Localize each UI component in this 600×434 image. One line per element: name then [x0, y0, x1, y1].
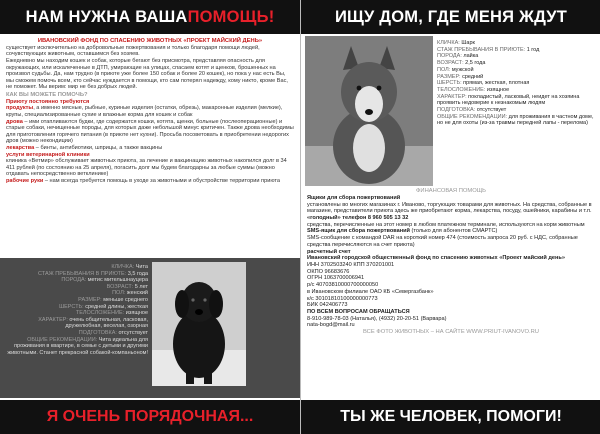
chita-row: РАЗМЕР: меньше среднего: [78, 296, 148, 303]
account-line: БИК 042406773: [307, 302, 348, 309]
need-vet-text: клиника «Ветмир» обслуживает животных приюта, за лечение и вакцинацию животных накопился долг в 34 411 рублей (по состоянию на 25 апреля), погасить долг мы будем благодарны за любые суммы (можно отдавать непосредственно ветклинике): [6, 158, 287, 178]
hotline: «голодный» телефон 8 960 505 13 32: [307, 215, 409, 222]
account-line: р/с 40703810000700000050: [307, 282, 379, 289]
account-line: ИНН 3702503240 КПП 370201001: [307, 261, 395, 268]
contacts-title: ПО ВСЕМ ВОПРОСАМ ОБРАЩАТЬСЯ: [307, 308, 410, 315]
shark-row: ПОЛ: мужской: [437, 66, 474, 73]
need-meds-label: лекарства: [6, 144, 35, 151]
right-header: [301, 0, 600, 34]
chita-photo: [152, 262, 246, 386]
right-panel: [300, 0, 600, 434]
shark-row: ПОРОДА: лайка: [437, 53, 479, 60]
help-heading: КАК ВЫ МОЖЕТЕ ПОМОЧЬ?: [6, 91, 88, 98]
contact-email[interactable]: nata-bogd@mail.ru: [307, 322, 355, 329]
contacts-text: 8-910-989-78-03 (Наталья), (4932) 20-20-51 (Варвара): [307, 315, 447, 322]
need-hands-label: рабочие руки: [6, 177, 44, 184]
dog-card-chita: [0, 258, 300, 398]
hotline-text: средства, перечисленные на этот номер в любом платежном терминале, используются на корм животным: [307, 221, 585, 228]
need-products: [6, 105, 294, 118]
sms-title-note: (только для абонентов СМАРТС): [410, 228, 498, 235]
black-dog-icon: [152, 262, 246, 386]
shark-row: ПОДГОТОВКА: отсутствует: [437, 107, 507, 114]
left-footer-text: Я ОЧЕНЬ ПОРЯДОЧНАЯ...: [46, 408, 254, 425]
foundation-title: ИВАНОВСКИЙ ФОНД ПО СПАСЕНИЮ ЖИВОТНЫХ «ПРОЕКТ МАЙСКИЙ ДЕНЬ»: [37, 38, 263, 44]
chita-info: [6, 264, 148, 356]
need-wood-text: – ими отапливаются будки, где содержатся кошки, котята, щенки, больные (послеоперационные) и старые собаки, нечищенные породы, для которых даже небольшой минус критичен. Также дрова необходимы для приготовления горячего питания (в приюте нет кухни). Просьба посоветовать в приобретении недорогих дров (можно некондиции): [6, 118, 294, 145]
shark-row: ШЕРСТЬ: прямая, жесткая, плотная: [437, 80, 530, 87]
shark-row: ВОЗРАСТ: 2,5 года: [437, 60, 486, 67]
chita-row: ПОЛ: женский: [112, 290, 148, 297]
right-footer-text: ТЫ ЖЕ ЧЕЛОВЕК, ПОМОГИ!: [340, 408, 562, 425]
need-wood-label: дрова: [6, 118, 23, 125]
account-line: Ивановский городской общественный фонд по спасению животных «Проект майский день»: [307, 255, 565, 262]
left-header-title: НАМ НУЖНА ВАША: [25, 7, 188, 26]
right-header-title: ИЩУ ДОМ, ГДЕ МЕНЯ ЖДУТ: [334, 7, 568, 26]
shark-row: ТЕЛОСЛОЖЕНИЕ: изящное: [437, 86, 510, 93]
account-line: ОКПО 96683676: [307, 268, 350, 275]
intro-text: существует исключительно на добровольные пожертвования и только благодаря помощи людей, сочувствующих животным, оставшимся без хозяев.: [6, 44, 260, 58]
intro-text-2: Ежедневно мы находим кошек и собак, которые бегают без присмотра, представляя опасность для окружающих, или искалеченные в ДТП, умирающие на улицах, спасаем котят и щенков, брошенных на произвол судьбы. Да, нам трудно (в приюте уже более 150 собак и более 20 кошек), но пока у нас есть Вы, мы сможем помочь всем, кто сейчас нуждается в помощи, кто сам потерял надежду, кому никто, кроме Вас, не поможет. Мы верим: мир не без добрых людей.: [6, 58, 288, 91]
shelter-needs: Приюту постоянно требуются: [6, 98, 90, 105]
account-line: в Ивановском филиале ОАО КБ «Севергазбанк»: [307, 288, 434, 295]
chita-row: ХАРАКТЕР: очень общительная, ласковая, дружелюбная, веселая, озорная: [38, 316, 148, 330]
need-hands: [6, 178, 294, 185]
chita-row: ОБЩИЕ РЕКОМЕНДАЦИИ: Чита идеальна для проживания в квартире, в семье с детьми и другими животными. Станет прекрасной собакой-компаньоном!: [7, 336, 148, 356]
sms-text: SMS-сообщение с командой DAR на короткий номер 474 (стоимость запроса 20 руб. с НДС, собранные средства перечисляются на счет приюта): [307, 235, 578, 248]
shark-row: СТАЖ ПРЕБЫВАНИЯ В ПРИЮТЕ: 1 год: [437, 46, 540, 53]
chita-row: ТЕЛОСЛОЖЕНИЕ: изящное: [75, 310, 148, 317]
shark-info: [437, 40, 597, 127]
finance-heading: ФИНАНСОВАЯ ПОМОЩЬ: [416, 188, 486, 194]
husky-dog-icon: [305, 36, 433, 186]
shark-row: ХАРАКТЕР: покладистый, ласковый, неидет на хозяина проявить недоверие к незнакомым людям: [437, 93, 580, 107]
chita-row: ПОРОДА: метис мительшнауцера: [61, 277, 148, 284]
account-title: расчетный счет: [307, 248, 351, 255]
left-header: [0, 0, 300, 34]
account-line: к/с 30101810100000000773: [307, 295, 378, 302]
left-footer: [0, 400, 300, 434]
left-intro-block: [6, 38, 294, 185]
chita-row: СТАЖ ПРЕБЫВАНИЯ В ПРИЮТЕ: 3,5 года: [38, 270, 148, 277]
need-products-text: , а именно мясные, рыбные, куриные изделия (остатки, обрезь), макаронные изделия (мелкие), крупы, специализированные сухие и влажные корма для кошек и собак: [6, 105, 283, 118]
need-hands-text: – нам всегда требуется помощь в уходе за животными и обустройстве территории приюта: [43, 177, 281, 184]
left-header-accent: ПОМОЩЬ!: [187, 7, 275, 26]
sms-title: SMS-ящик для сбора пожертвований: [307, 228, 410, 235]
shark-row: РАЗМЕР: средний: [437, 73, 484, 80]
chita-row: ПОДГОТОВКА: отсутствует: [78, 329, 148, 336]
shark-photo: [305, 36, 433, 186]
site-line[interactable]: ВСЕ ФОТО ЖИВОТНЫХ – НА САЙТЕ WWW.PRIUT-IVANOVO.RU: [363, 329, 539, 336]
need-meds: [6, 145, 294, 152]
chita-row: ШЕРСТЬ: средней длины, жесткая: [59, 303, 148, 310]
boxes-text: установлены во многих магазинах г. Иваново, торгующих товарами для животных. На средства, собранные в магазине, представители приюта здесь же приобретают корма, лекарства, посуду, ошейники, карабины и т.п.: [307, 201, 592, 215]
shark-row: ОБЩИЕ РЕКОМЕНДАЦИИ: для проживания в частном доме, но не для охоты (из-за травмы передней лапы - перелома): [437, 113, 594, 127]
need-wood: [6, 119, 294, 145]
finance-section: [301, 188, 600, 336]
chita-row: ВОЗРАСТ: 5 лет: [106, 283, 148, 290]
account-line: ОГРН 1063700006941: [307, 275, 365, 282]
need-meds-text: – бинты, антибиотики, шприцы, а также вакцины: [34, 144, 163, 151]
shark-row: КЛИЧКА: Шарк: [437, 40, 475, 46]
right-footer: [301, 400, 600, 434]
need-vet-label: услуги ветеринарной клиники: [6, 151, 90, 158]
need-products-label: продукты: [6, 105, 34, 112]
boxes-title: Ящики для сбора пожертвований: [307, 194, 401, 201]
chita-row: КЛИЧКА: Чита: [111, 264, 148, 270]
